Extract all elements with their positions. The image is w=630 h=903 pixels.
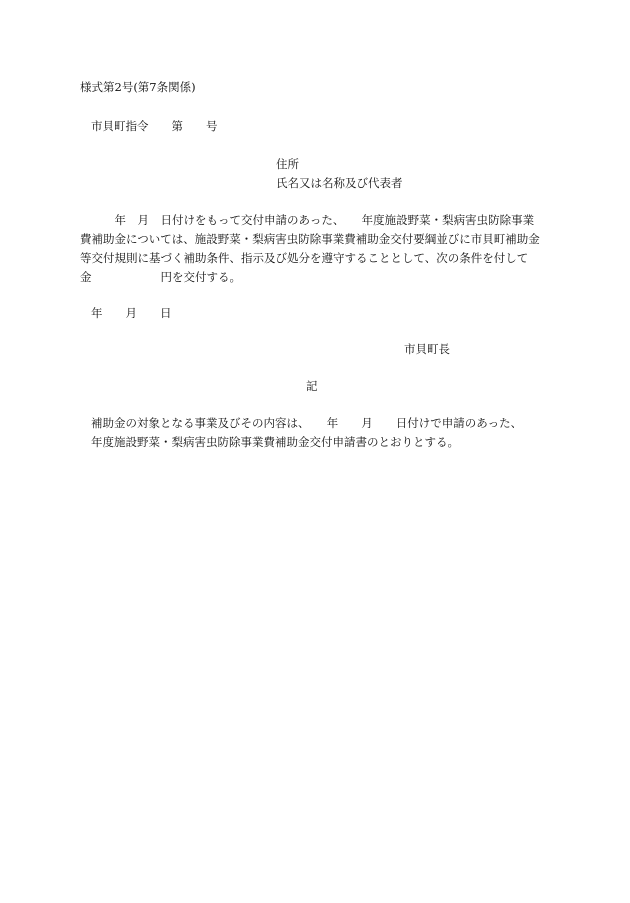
body-line-3: 等交付規則に基づく補助条件、指示及び処分を遵守することとして、次の条件を付して — [80, 251, 529, 265]
form-number: 様式第2号(第7条関係) — [80, 80, 196, 94]
body-line-4: 金 円を交付する。 — [80, 270, 241, 284]
note-line-1: 補助金の対象となる事業及びその内容は、 年 月 日付けで申請のあった、 — [91, 416, 523, 430]
name-label: 氏名又は名称及び代表者 — [276, 176, 403, 190]
date-line: 年 月 日 — [91, 306, 172, 320]
body-line-1: 年 月 日付けをもって交付申請のあった、 年度施設野菜・梨病害虫防除事業 — [80, 213, 535, 227]
ki-heading: 記 — [306, 379, 318, 393]
designation-number: 市貝町指令 第 号 — [91, 119, 218, 133]
note-line-2: 年度施設野菜・梨病害虫防除事業費補助金交付申請書のとおりとする。 — [91, 435, 459, 449]
body-line-2: 費補助金については、施設野菜・梨病害虫防除事業費補助金交付要綱並びに市貝町補助金 — [80, 232, 540, 246]
address-label: 住所 — [276, 157, 299, 171]
signatory: 市貝町長 — [404, 342, 450, 356]
